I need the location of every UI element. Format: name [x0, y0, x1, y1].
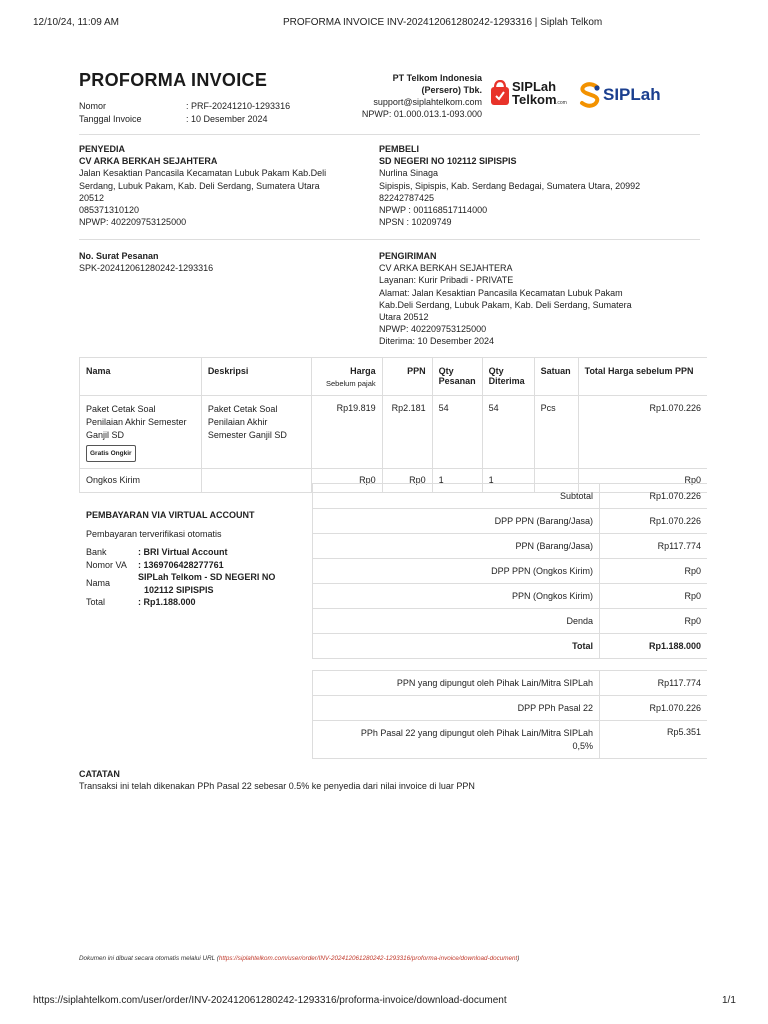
cell-total: Rp1.070.226: [578, 396, 707, 469]
cell-ppn: Rp2.181: [382, 396, 432, 469]
summary-label: Subtotal: [313, 484, 600, 509]
invoice-number-row: [79, 100, 290, 113]
pembeli-phone: 82242787425: [379, 192, 435, 203]
summary-value: Rp117.774: [600, 534, 708, 559]
payment-heading: PEMBAYARAN VIA VIRTUAL ACCOUNT: [86, 510, 255, 520]
cell-deskripsi: [201, 469, 311, 493]
catatan-section: [79, 768, 699, 792]
summary-row: [313, 509, 708, 534]
penyedia-section: [79, 143, 359, 228]
divider: [79, 134, 700, 135]
col-qty-pesanan-1: Qty: [438, 366, 454, 376]
payment-nama-value: [138, 571, 275, 596]
invoice-title: PROFORMA INVOICE: [79, 70, 268, 90]
payment-status: Pembayaran terverifikasi otomatis: [86, 528, 222, 539]
tax-summary-table: [312, 670, 707, 759]
cell-nama: Ongkos Kirim: [80, 469, 202, 493]
surat-pesanan-value: SPK-202412061280242-1293316: [79, 263, 214, 274]
tax-row: [313, 696, 708, 721]
tax-label: DPP PPh Pasal 22: [313, 696, 600, 721]
siplah-s-icon: [577, 82, 603, 108]
penyedia-line: Jalan Kesaktian Pancasila Kecamatan Lubuk Pakam Kab.Deli: [79, 168, 327, 179]
summary-row: [313, 584, 708, 609]
penyedia-heading: PENYEDIA: [79, 144, 126, 154]
item-name: Paket Cetak Soal Penilaian Akhir Semester Ganjil SD: [86, 404, 187, 440]
tax-label-line2: 0,5%: [572, 740, 593, 751]
pengiriman-line: CV ARKA BERKAH SEJAHTERA: [379, 263, 513, 274]
col-qty-pesanan: [432, 358, 482, 396]
payment-nama-value-2: 102112 SIPISPIS: [144, 584, 214, 595]
summary-row: [313, 534, 708, 559]
summary-value: Rp0: [600, 609, 708, 634]
logo1-suffix: .com: [556, 100, 567, 106]
penyedia-npwp: NPWP: 402209753125000: [79, 217, 187, 228]
tax-row: [313, 671, 708, 696]
company-info: [312, 72, 482, 120]
pembeli-heading: PEMBELI: [379, 144, 420, 154]
col-satuan: Satuan: [534, 358, 578, 396]
table-row: [80, 396, 708, 469]
pengiriman-line: Kab.Deli Serdang, Lubuk Pakam, Kab. Deli Serdang, Sumatera: [379, 299, 632, 310]
pembeli-address: Sipispis, Sipispis, Kab. Serdang Bedagai, Sumatera Utara, 20992: [379, 180, 641, 191]
cell-qty-pesanan: 54: [432, 396, 482, 469]
cell-deskripsi: Paket Cetak Soal Penilaian Akhir Semester Ganjil SD: [201, 396, 311, 469]
company-npwp: NPWP: 01.000.013.1-093.000: [361, 109, 482, 119]
cell-satuan: Pcs: [534, 396, 578, 469]
invoice-date-row: [79, 113, 268, 126]
col-ppn: PPN: [382, 358, 432, 396]
col-deskripsi: Deskripsi: [201, 358, 311, 396]
summary-total-value: Rp1.188.000: [600, 634, 708, 659]
tax-label-line1: PPh Pasal 22 yang dipungut oleh Pihak Lain/Mitra SIPLah: [360, 727, 593, 738]
note-suffix: ): [517, 955, 520, 962]
pembeli-npsn: NPSN : 10209749: [379, 217, 452, 228]
tax-value: Rp117.774: [600, 671, 708, 696]
payment-bank-row: [86, 546, 306, 559]
penyedia-phone: 085371310120: [79, 205, 140, 216]
penyedia-line: 20512: [79, 192, 105, 203]
penyedia-line: Serdang, Lubuk Pakam, Kab. Deli Serdang, Sumatera Utara: [79, 180, 320, 191]
col-qty-diterima-1: Qty: [488, 366, 504, 376]
auto-generated-note: [79, 955, 709, 962]
summary-row: [313, 559, 708, 584]
summary-label: PPN (Ongkos Kirim): [313, 584, 600, 609]
company-name-line2: (Persero) Tbk.: [421, 85, 482, 95]
pengiriman-line: Alamat: Jalan Kesaktian Pancasila Kecamatan Lubuk Pakam: [379, 287, 623, 298]
summary-label: PPN (Barang/Jasa): [313, 534, 600, 559]
col-qty-diterima: [482, 358, 534, 396]
invoice-number-label: Nomor: [79, 101, 107, 111]
note-url-link[interactable]: https://siplahtelkom.com/user/order/INV-202412061280242-1293316/proforma-invoice/download-document: [218, 955, 518, 962]
cell-qty-diterima: 1: [482, 469, 534, 493]
col-total: Total Harga sebelum PPN: [578, 358, 707, 396]
pengiriman-line: Diterima: 10 Desember 2024: [379, 336, 495, 347]
logo1-line2: Telkom: [512, 92, 557, 107]
col-qty-diterima-2: Diterima: [488, 376, 525, 386]
col-nama: Nama: [80, 358, 202, 396]
shopping-bag-icon: [490, 80, 510, 106]
summary-value: Rp1.070.226: [600, 509, 708, 534]
invoice-date-label: Tanggal Invoice: [79, 114, 142, 124]
payment-va-row: [86, 559, 306, 572]
cell-harga: Rp19.819: [311, 396, 382, 469]
surat-pesanan-section: [79, 250, 359, 274]
pengiriman-section: [379, 250, 679, 348]
print-page-url: https://siplahtelkom.com/user/order/INV-202412061280242-1293316/proforma-invoice/download-document: [33, 995, 507, 1006]
cell-total: Rp0: [578, 469, 707, 493]
summary-label: DPP PPN (Ongkos Kirim): [313, 559, 600, 584]
gratis-ongkir-badge: Gratis Ongkir: [86, 445, 136, 462]
cell-nama: [80, 396, 202, 469]
pembeli-section: [379, 143, 679, 228]
invoice-number-value: : PRF-20241210-1293316: [186, 101, 291, 111]
tax-row: [313, 721, 708, 759]
tax-value: Rp1.070.226: [600, 696, 708, 721]
penyedia-name: CV ARKA BERKAH SEJAHTERA: [79, 156, 218, 167]
col-harga: [311, 358, 382, 396]
payment-section: [86, 509, 306, 609]
catatan-text: Transaksi ini telah dikenakan PPh Pasal 22 sebesar 0.5% ke penyedia dari nilai invoice di luar PPN: [79, 781, 475, 791]
tax-label: PPN yang dipungut oleh Pihak Lain/Mitra SIPLah: [313, 671, 600, 696]
company-email: support@siplahtelkom.com: [373, 97, 482, 107]
payment-bank-value: : BRI Virtual Account: [138, 547, 228, 557]
logo1-line1: SIPLah: [512, 79, 557, 94]
siplah-logo: [577, 82, 659, 110]
payment-nama-label: Nama: [86, 578, 111, 588]
cell-ppn: Rp0: [382, 469, 432, 493]
note-prefix: Dokumen ini dibuat secara otomatis melalui URL (: [79, 955, 219, 962]
payment-va-label: Nomor VA: [86, 559, 127, 570]
payment-total-row: [86, 596, 306, 609]
summary-label: DPP PPN (Barang/Jasa): [313, 509, 600, 534]
cell-qty-diterima: 54: [482, 396, 534, 469]
siplah-telkom-logo: [490, 78, 576, 112]
surat-pesanan-heading: No. Surat Pesanan: [79, 251, 159, 261]
summary-table: [312, 483, 707, 659]
summary-value: Rp1.070.226: [600, 484, 708, 509]
cell-harga: Rp0: [311, 469, 382, 493]
pengiriman-heading: PENGIRIMAN: [379, 251, 437, 261]
payment-total-label: Total: [86, 597, 106, 607]
col-qty-pesanan-2: Pesanan: [438, 376, 476, 386]
logo2-text: SIPLah: [603, 85, 661, 104]
print-page-title: PROFORMA INVOICE INV-202412061280242-1293316 | Siplah Telkom: [283, 17, 603, 28]
print-page-number: 1/1: [722, 995, 736, 1006]
payment-bank-label: Bank: [86, 547, 107, 557]
col-harga-sub: Sebelum pajak: [326, 379, 376, 388]
summary-row: [313, 609, 708, 634]
divider: [79, 239, 700, 240]
pengiriman-line: NPWP: 402209753125000: [379, 324, 487, 335]
payment-va-value: : 1369706428277761: [138, 559, 224, 570]
tax-label: [313, 721, 600, 759]
invoice-date-value: : 10 Desember 2024: [186, 114, 268, 124]
summary-value: Rp0: [600, 584, 708, 609]
summary-total-row: [313, 634, 708, 659]
summary-total-label: Total: [313, 634, 600, 659]
pembeli-contact: Nurlina Sinaga: [379, 168, 439, 179]
pembeli-name: SD NEGERI NO 102112 SIPISPIS: [379, 156, 517, 167]
pembeli-npwp: NPWP : 001168517114000: [379, 205, 488, 216]
payment-nama-value-1: SIPLah Telkom - SD NEGERI NO: [138, 572, 276, 582]
catatan-heading: CATATAN: [79, 769, 120, 779]
col-harga-label: Harga: [350, 366, 376, 376]
summary-value: Rp0: [600, 559, 708, 584]
items-table: [79, 357, 707, 493]
print-datetime: 12/10/24, 11:09 AM: [33, 17, 119, 28]
company-name-line1: PT Telkom Indonesia: [392, 73, 482, 83]
payment-nama-row: [86, 571, 306, 596]
cell-qty-pesanan: 1: [432, 469, 482, 493]
summary-row: [313, 484, 708, 509]
summary-label: Denda: [313, 609, 600, 634]
pengiriman-line: Layanan: Kurir Pribadi - PRIVATE: [379, 275, 514, 286]
tax-value: Rp5.351: [600, 721, 708, 759]
pengiriman-line: Utara 20512: [379, 312, 429, 323]
items-header-row: [80, 358, 708, 396]
payment-total-value: : Rp1.188.000: [138, 597, 196, 607]
